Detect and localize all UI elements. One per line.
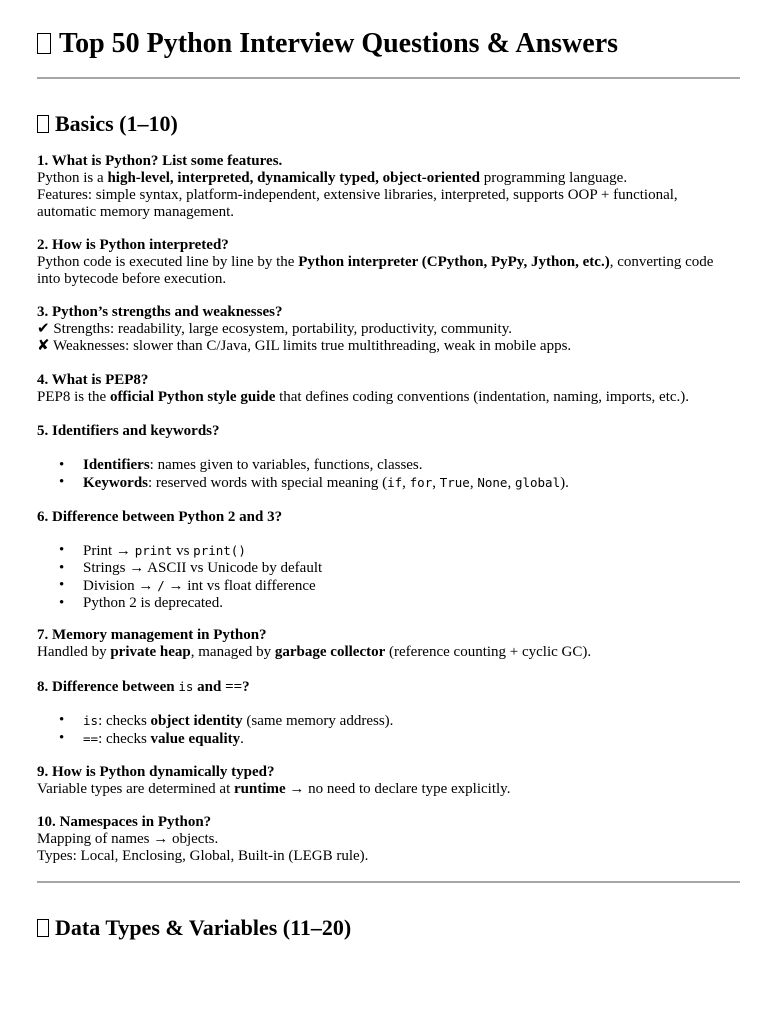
question-5: 5. Identifiers and keywords? bbox=[37, 423, 220, 439]
question-3: 3. Python’s strengths and weaknesses? bbox=[37, 304, 283, 320]
emoji-placeholder-icon bbox=[37, 919, 49, 937]
divider bbox=[37, 881, 740, 883]
section-heading-basics: Basics (1–10) bbox=[37, 111, 178, 137]
question-9: 9. How is Python dynamically typed? bbox=[37, 764, 275, 780]
answer-3-strengths: ✔ Strengths: readability, large ecosystem, portability, productivity, community. bbox=[37, 321, 512, 337]
answer-10-line-1: Mapping of names → objects. bbox=[37, 831, 219, 847]
answer-2-line-2: into bytecode before execution. bbox=[37, 271, 227, 287]
answer-6-list bbox=[37, 542, 322, 612]
page-title: Top 50 Python Interview Questions & Answers bbox=[37, 28, 618, 60]
list-item: • Print → print vs print() bbox=[59, 542, 246, 559]
list-item: • Keywords: reserved words with special meaning (if, for, True, None, global). bbox=[59, 474, 569, 491]
list-item: • Identifiers: names given to variables, functions, classes. bbox=[59, 457, 423, 473]
list-item: • ==: checks value equality. bbox=[59, 730, 244, 747]
emoji-placeholder-icon bbox=[37, 33, 51, 54]
answer-1-line-1: Python is a high-level, interpreted, dynamically typed, object-oriented programming language. bbox=[37, 170, 628, 186]
question-7: 7. Memory management in Python? bbox=[37, 627, 267, 643]
list-item: • Python 2 is deprecated. bbox=[59, 595, 223, 611]
section-heading-data-types: Data Types & Variables (11–20) bbox=[37, 915, 351, 941]
answer-1-line-2: Features: simple syntax, platform-independent, extensive libraries, interpreted, supports OOP + functional, bbox=[37, 187, 678, 203]
answer-7: Handled by private heap, managed by garbage collector (reference counting + cyclic GC). bbox=[37, 644, 592, 660]
list-item: • is: checks object identity (same memory address). bbox=[59, 712, 394, 729]
answer-2-line-1: Python code is executed line by line by the Python interpreter (CPython, PyPy, Jython, etc.), converting code bbox=[37, 254, 714, 270]
answer-10-line-2: Types: Local, Enclosing, Global, Built-in (LEGB rule). bbox=[37, 848, 369, 864]
question-8: 8. Difference between is and ==? bbox=[37, 679, 250, 695]
answer-4: PEP8 is the official Python style guide that defines coding conventions (indentation, naming, imports, etc.). bbox=[37, 389, 690, 405]
answer-5-list bbox=[37, 457, 569, 492]
emoji-placeholder-icon bbox=[37, 115, 49, 133]
answer-1-line-3: automatic memory management. bbox=[37, 204, 235, 220]
answer-3-weaknesses: ✘ Weaknesses: slower than C/Java, GIL limits true multithreading, weak in mobile apps. bbox=[37, 338, 572, 354]
answer-8-list bbox=[37, 712, 393, 748]
list-item: • Division → / → int vs float difference bbox=[59, 577, 316, 594]
question-1: 1. What is Python? List some features. bbox=[37, 153, 283, 169]
question-2: 2. How is Python interpreted? bbox=[37, 237, 229, 253]
question-4: 4. What is PEP8? bbox=[37, 372, 149, 388]
divider bbox=[37, 77, 740, 79]
question-10: 10. Namespaces in Python? bbox=[37, 814, 212, 830]
list-item: • Strings → ASCII vs Unicode by default bbox=[59, 560, 323, 576]
answer-9: Variable types are determined at runtime → no need to declare type explicitly. bbox=[37, 781, 511, 797]
question-6: 6. Difference between Python 2 and 3? bbox=[37, 509, 283, 525]
